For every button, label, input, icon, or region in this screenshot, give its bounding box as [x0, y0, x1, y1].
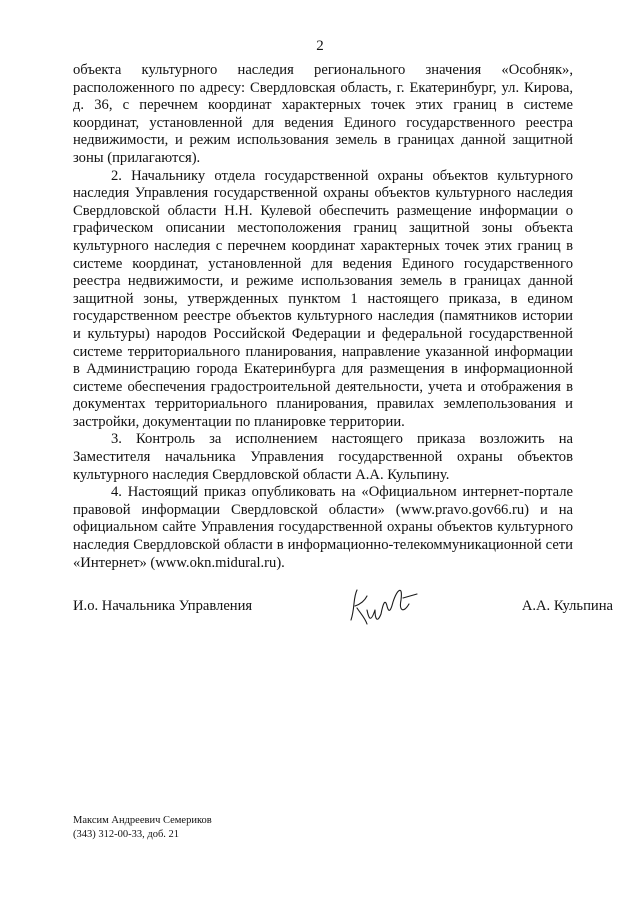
paragraph-4: 4. Настоящий приказ опубликовать на «Официальном интернет-портале правовой информации Свердловской области» (www.pravo.gov66.ru) и на официальном сайте Управления государственной охраны объектов культурного наследия Свердловской области в информационно-телекоммуникационной сети «Интернет» (www.okn.midural.ru).	[73, 484, 573, 571]
signatory-name: А.А. Кульпина	[521, 598, 613, 614]
page-number: 2	[316, 38, 324, 54]
executor-name: Максим Андреевич Семериков	[73, 815, 212, 826]
signatory-position: И.о. Начальника Управления	[73, 598, 253, 614]
document-body	[73, 62, 573, 572]
signature-block	[73, 598, 613, 638]
paragraph-1-continuation: объекта культурного наследия регионального значения «Особняк», расположенного по адресу: Свердловская область, г. Екатеринбург, ул. Кирова, д. 36, с перечнем координат характерных точек этих границ в системе координат, установленной для ведения Единого государственного реестра недвижимости, и режим использования земель в границах данной защитной зоны (прилагаются).	[73, 62, 573, 166]
handwritten-signature	[345, 580, 425, 640]
paragraph-3: 3. Контроль за исполнением настоящего приказа возложить на Заместителя начальника Управления государственной охраны объектов культурного наследия Свердловской области А.А. Кульпину.	[73, 431, 573, 483]
paragraph-2: 2. Начальнику отдела государственной охраны объектов культурного наследия Управления государственной охраны объектов культурного наследия Свердловской области Н.Н. Кулевой обеспечить размещение информации о графическом описании местоположения границ защитной зоны объекта культурного наследия с перечнем координат характерных точек этих границ в системе координат, установленной для ведения Единого государственного реестра недвижимости, и режиме использования земель в границах данной защитной зоны, утвержденных пунктом 1 настоящего приказа, в едином государственном реестре объектов культурного наследия (памятников истории и культуры) народов Российской Федерации и федеральной государственной системе территориального планирования, направление указанной информации в Администрацию города Екатеринбурга для размещения в информационной системе обеспечения градостроительной деятельности, учета и отображения в документах территориального планирования, правилах землепользования и застройки, документации по планировке территории.	[73, 167, 573, 430]
executor-phone: (343) 312-00-33, доб. 21	[73, 829, 180, 840]
executor-info	[73, 814, 212, 842]
